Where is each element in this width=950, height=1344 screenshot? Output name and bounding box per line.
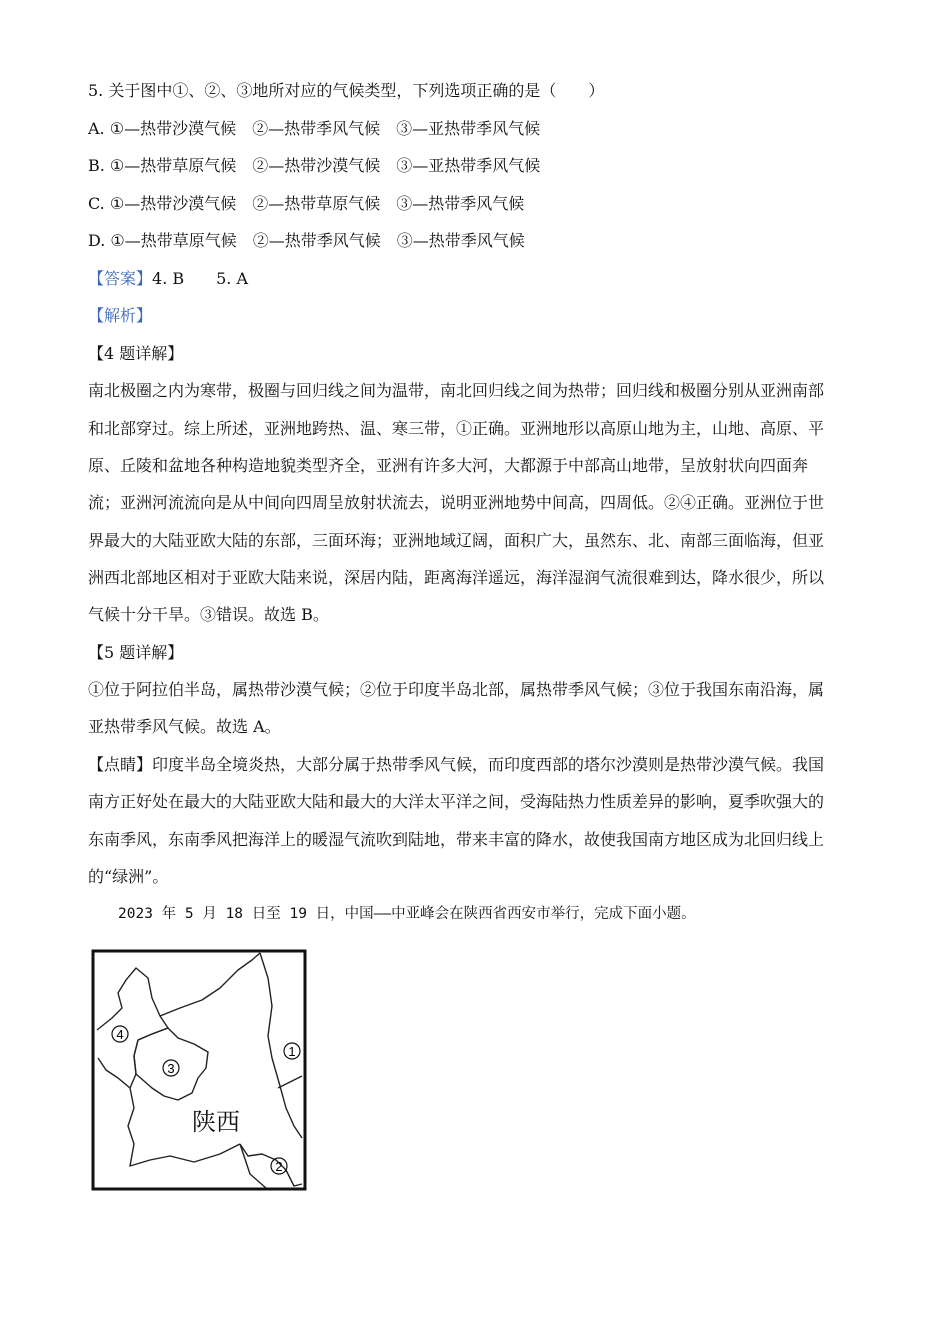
- q4-detail-line: 和北部穿过。综上所述，亚洲地跨热、温、寒三带，①正确。亚洲地形以高原山地为主，山地、高原、平: [88, 419, 825, 438]
- q4-detail-line: 界最大的大陆亚欧大陆的东部，三面环海；亚洲地域辽阔，面积广大，虽然东、北、南部三面临海，但亚: [88, 531, 825, 550]
- answer-tag: 【答案】: [88, 269, 153, 288]
- option-a: A. ①—热带沙漠气候 ②—热带季风气候 ③—亚热带季风气候: [88, 119, 541, 138]
- shaanxi-map: [90, 948, 310, 1194]
- tip-line: 东南季风，东南季风把海洋上的暖湿气流吹到陆地，带来丰富的降水，故使我国南方地区成为北回归线上: [88, 830, 825, 849]
- tip-line: 南方正好处在最大的大陆亚欧大陆和最大的大洋太平洋之间，受海陆热力性质差异的影响，夏季吹强大的: [88, 792, 825, 811]
- q4-detail-heading: 【4 题详解】: [88, 344, 184, 363]
- map-label-2: 2: [275, 1159, 283, 1174]
- map-label-1: 1: [288, 1044, 296, 1059]
- q4-detail-line: 流；亚洲河流流向是从中间向四周呈放射状流去，说明亚洲地势中间高，四周低。②④正确。亚洲位于世: [88, 493, 825, 512]
- tip-line: [88, 754, 824, 776]
- q4-detail-line: 气候十分干旱。③错误。故选 B。: [88, 605, 329, 624]
- intro-text: 2023 年 5 月 18 日至 19 日，中国——中亚峰会在陕西省西安市举行，完成下面小题。: [118, 906, 696, 922]
- option-b: B. ①—热带草原气候 ②—热带沙漠气候 ③—亚热带季风气候: [88, 156, 541, 175]
- map-label-4: 4: [116, 1027, 124, 1042]
- option-d: D. ①—热带草原气候 ②—热带季风气候 ③—热带季风气候: [88, 231, 525, 250]
- answer-line: [88, 268, 248, 290]
- q4-detail-line: 南北极圈之内为寒带，极圈与回归线之间为温带，南北回归线之间为热带；回归线和极圈分别从亚洲南部: [88, 381, 825, 400]
- map-province-label: 陕西: [192, 1108, 240, 1136]
- q4-detail-line: 洲西北部地区相对于亚欧大陆来说，深居内陆，距离海洋遥远，海洋湿润气流很难到达，降水很少，所以: [88, 568, 825, 587]
- option-c: C. ①—热带沙漠气候 ②—热带草原气候 ③—热带季风气候: [88, 194, 525, 213]
- tip-tag: 【点睛】: [88, 755, 153, 774]
- q4-detail-line: 原、丘陵和盆地各种构造地貌类型齐全，亚洲有许多大河，大都源于中部高山地带，呈放射状向四面奔: [88, 456, 809, 475]
- answer-text: 4. B 5. A: [152, 269, 249, 288]
- map-label-3: 3: [167, 1061, 175, 1076]
- q5-detail-heading: 【5 题详解】: [88, 643, 184, 662]
- question-5-stem: 5. 关于图中①、②、③地所对应的气候类型，下列选项正确的是（ ）: [88, 81, 605, 100]
- analysis-tag: 【解析】: [88, 306, 153, 325]
- tip-text: 印度半岛全境炎热，大部分属于热带季风气候，而印度西部的塔尔沙漠则是热带沙漠气候。我国: [152, 755, 825, 774]
- q5-detail-line: 亚热带季风气候。故选 A。: [88, 717, 281, 736]
- q5-detail-line: ①位于阿拉伯半岛，属热带沙漠气候；②位于印度半岛北部，属热带季风气候；③位于我国东南沿海，属: [88, 680, 825, 699]
- tip-line: 的“绿洲”。: [88, 867, 169, 886]
